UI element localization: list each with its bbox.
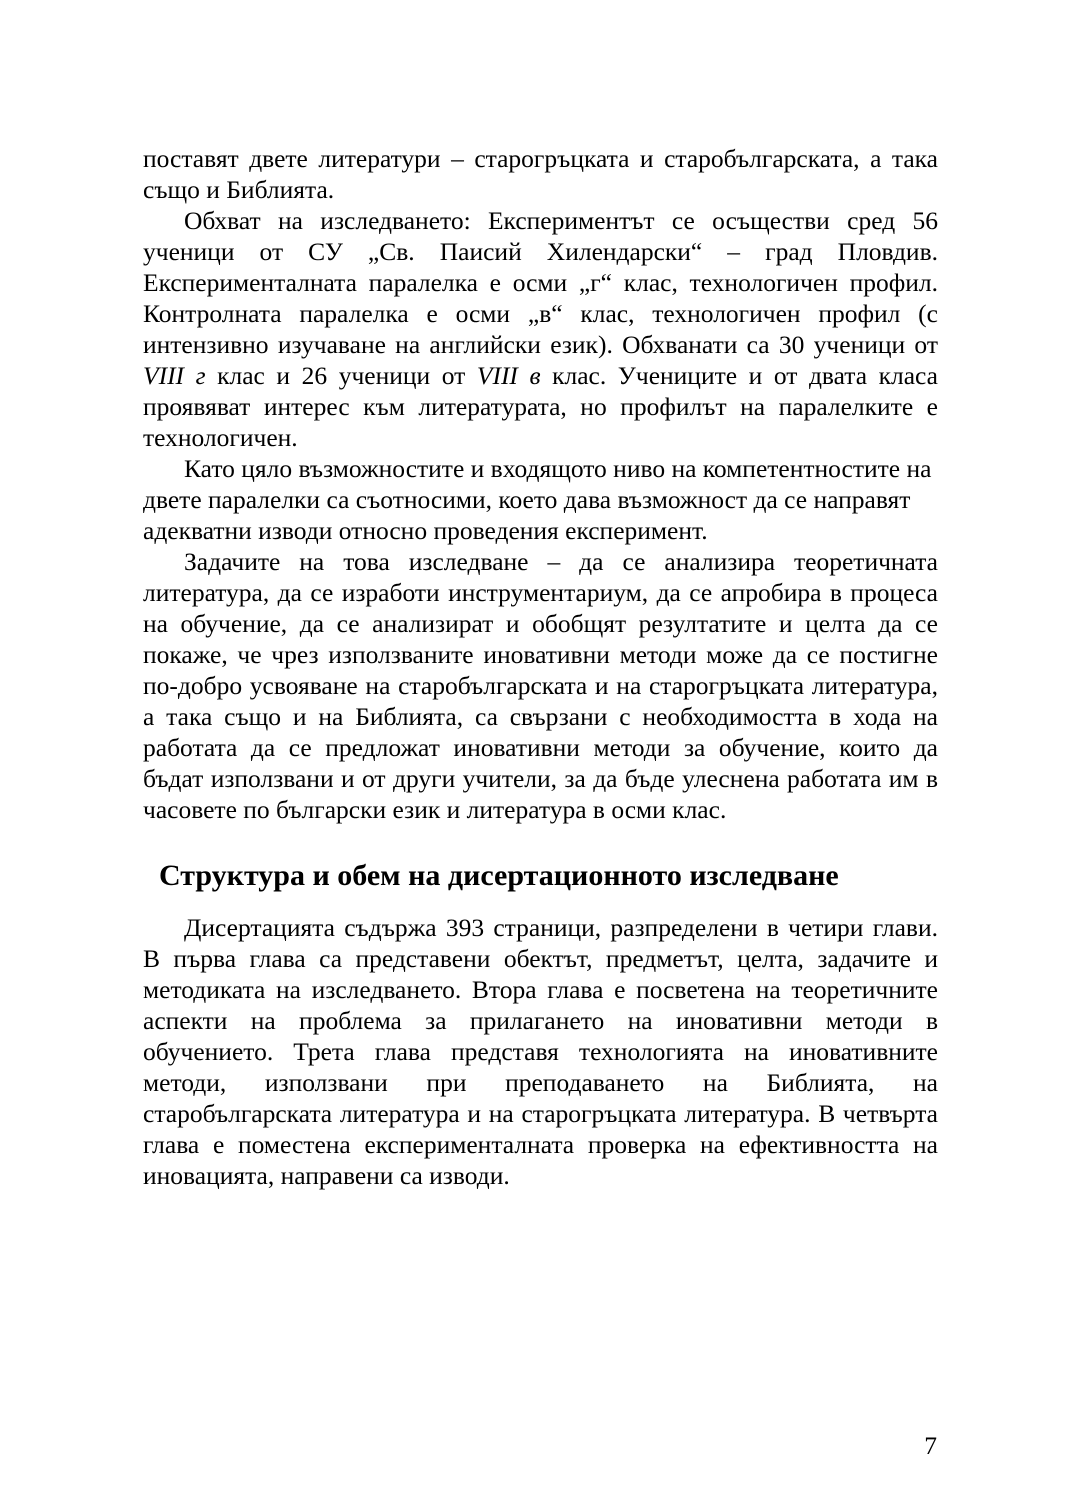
paragraph-structure: Дисертацията съдържа 393 страници, разпределени в четири глави. В първа глава са представени обектът, предметът, целта, задачите и методиката на изследването. Втора глава е посветена на теоретичните аспекти на проблема за прилагането на иновативни методи в обучението. Трета глава представя технологията на иновативните методи, използвани при преподаването на Библията, на старобългарската литература и на старогръцката литература. В четвърта глава е поместена експерименталната проверка на ефективността на иновацията, направени са изводи.: [143, 913, 938, 1190]
paragraph-scope: [143, 205, 938, 453]
class-label-viii-g: VIII г: [143, 361, 206, 390]
paragraph-continuation: поставят двете литератури – старогръцката и старобългарската, а така също и Библията.: [143, 144, 938, 204]
paragraph-tasks: Задачите на това изследване – да се анализира теоретичната литература, да се изработи инструментариум, да се апробира в процеса на обучение, да се анализират и обобщят резултатите и целта да се покаже, че чрез използваните иновативни методи може да се постигне по-добро усвояване на старобългарската и на старогръцката литература, а така също и на Библията, са свързани с необходимостта в хода на работата да се предложат иновативни методи за обучение, които да бъдат използвани и от други учители, за да бъде улеснена работата им в часовете по български език и литература в осми клас.: [143, 547, 938, 824]
paragraph-scope-text-3: клас. Учениците и от двата класа проявяват интерес към литературата, но профилът на паралелките е технологичен.: [143, 361, 938, 452]
paragraph-scope-text-1: Обхват на изследването: Експериментът се осъществи сред 56 ученици от СУ „Св. Паисий Хилендарски“ – град Пловдив. Експерименталната паралелка е осми „г“ клас, технологичен профил. Контролната паралелка е осми „в“ клас, технологичен профил (с интензивно изучаване на английски език). Обхванати са 30 ученици от: [143, 206, 938, 359]
paragraph-comparability: Като цяло възможностите и входящото ниво на компетентностите на двете паралелки са съотносими, което дава възможност да се направят адекватни изводи относно проведения експеримент.: [143, 454, 932, 545]
page-number: 7: [924, 1431, 937, 1460]
class-label-viii-v: VIII в: [476, 361, 541, 390]
text-column: [143, 143, 938, 1191]
paragraph-scope-text-2: клас и 26 ученици от: [205, 361, 477, 390]
section-heading: Структура и обем на дисертационното изследване: [159, 859, 839, 892]
